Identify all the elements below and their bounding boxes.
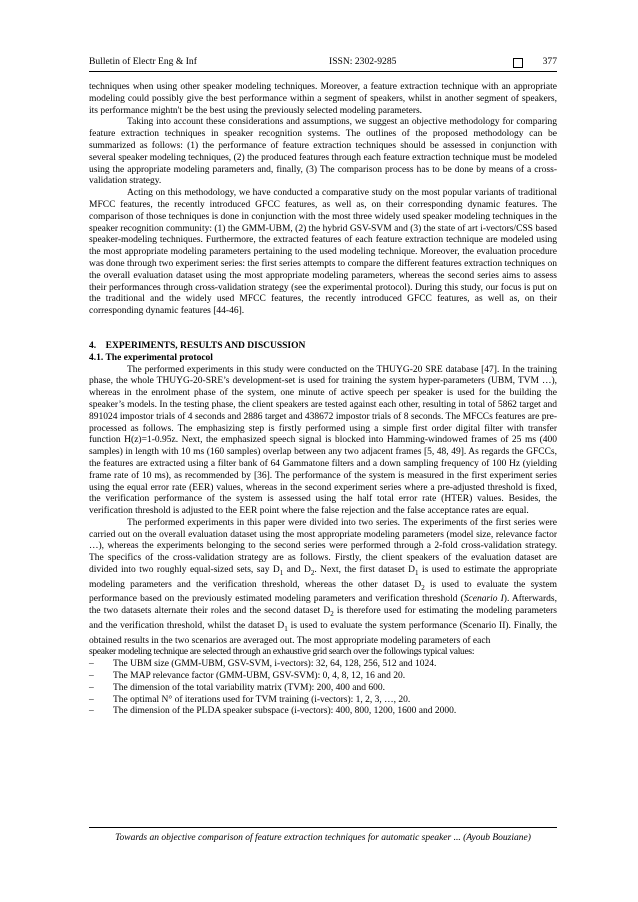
issn: ISSN: 2302-9285	[329, 56, 397, 67]
list-item: – The dimension of the total variability matrix (TVM): 200, 400 and 600.	[89, 682, 386, 693]
dash-icon: –	[89, 682, 94, 693]
list-item: – The optimal N° of iterations used for TVM training (i-vectors): 1, 2, 3, …, 20.	[89, 694, 411, 705]
list-item: – The UBM size (GMM-UBM, GSV-SVM, i-vectors): 32, 64, 128, 256, 512 and 1024.	[89, 659, 437, 670]
page-number: 377	[542, 56, 557, 67]
paragraph: Taking into account these considerations and assumptions, we suggest an objective methodology for comparing feature extraction techniques in speaker recognition systems. The outlines of the proposed methodology can be summarized as follows: (1) the performance of feature extraction techniques should be assessed in conjunction with several speaker modeling techniques, (2) the produced features through each feature extraction technique must be modeled using the appropriate modeling parameters and, finally, (3) The comparison process has to be done by means of a cross-validation strategy.	[89, 117, 557, 187]
main-text	[89, 82, 557, 718]
dash-icon: –	[89, 694, 94, 705]
running-header	[89, 56, 557, 70]
journal-name: Bulletin of Electr Eng & Inf	[89, 56, 197, 67]
dash-icon: –	[89, 671, 94, 682]
subsection-heading: 4.1. The experimental protocol	[89, 352, 213, 363]
dash-icon: –	[89, 659, 94, 670]
paragraph-continuation: speaker modeling technique are selected through an exhaustive grid search over the followings typical values:	[89, 647, 475, 658]
spacer	[89, 318, 557, 341]
square-bullet-icon	[513, 58, 523, 68]
section-heading: 4. EXPERIMENTS, RESULTS AND DISCUSSION	[89, 340, 306, 351]
running-footer: Towards an objective comparison of feature extraction techniques for automatic speaker ... (Ayoub Bouziane)	[115, 833, 531, 843]
paragraph: Acting on this methodology, we have conducted a comparative study on the most popular variants of traditional MFCC features, the recently introduced GFCC features, as well as, on their corresponding dynamic features. The comparison of those techniques is done in conjunction with the most three widely used speaker modeling techniques in the speaker recognition community: (1) the GMM-UBM, (2) the hybrid GSV-SVM and (3) the state of art i-vectors/CSS based speaker-modeling techniques. Furthermore, the extracted features of each feature extraction technique are modeled using the most appropriate modeling parameters pertaining to the used modeling technique. Moreover, the evaluation procedure was done through two experiment series: the first series attempts to compare the different features extraction techniques on the overall evaluation dataset using the most appropriate modeling parameters, whereas the second series aims to assess their performances through cross-validation strategy (see the experimental protocol). During this study, our focus is put on the traditional and the widely used MFCC features, the recently introduced GFCC features, as well as, on their corresponding dynamic features [44-46].	[89, 188, 557, 317]
parameter-list	[89, 659, 557, 718]
header-rule	[89, 71, 557, 72]
list-item: – The MAP relevance factor (GMM-UBM, GSV-SVM): 0, 4, 8, 12, 16 and 20.	[89, 671, 406, 682]
paragraph: techniques when using other speaker modeling techniques. Moreover, a feature extraction technique with an appropriate modeling could possibly give the best performance within a segment of speakers, whilst in another segment of speakers, its performance mightn't be the best using the previously selected modeling parameters.	[89, 82, 557, 116]
footer-rule	[89, 827, 557, 828]
paragraph: The performed experiments in this study were conducted on the THUYG-20 SRE database [47]. In the training phase, the whole THUYG-20-SRE’s development-set is used for training the system hyper-parameters (UBM, TVM …), whereas in the enrolment phase of the system, one minute of active speech per speaker is used for the building the speaker’s models. In the testing phase, the client speakers are tested against each other, resulting in total of 5862 target and 891024 impostor trials of 4 seconds and 2886 target and 438672 impostor trials of 8 seconds. The MFCCs features are pre-processed as follows. The emphasizing step is firstly performed using a simple first order digital filter with transfer function H(z)=1-0.95z. Next, the emphasized speech signal is blocked into Hamming-windowed frames of 25 ms (400 samples) in length with 10 ms (160 samples) overlap between any two adjacent frames [5, 48, 49]. As regards the GFCCs, the features are extracted using a filter bank of 64 Gammatone filters and a down sampling frequency of 100 Hz (yielding frame rate of 10 ms), as recommended by [36]. The performance of the system is measured in the first experiment series using the equal error rate (EER) values, whereas in the second experiment series where a pre-adjusted threshold is fixed, the verification performance of the system is assessed using the half total error rate (HTER) values. Besides, the verification threshold is adjusted to the EER point where the false rejection and the false acceptance rates are equal.	[89, 364, 557, 517]
dash-icon: –	[89, 706, 94, 717]
list-item: – The dimension of the PLDA speaker subspace (i-vectors): 400, 800, 1200, 1600 and 2000.	[89, 706, 457, 717]
paragraph: The performed experiments in this paper were divided into two series. The experiments of the first series were carried out on the overall evaluation dataset using the most appropriate modeling parameters (model size, relevance factor …), whereas the experiments belonging to the second series were performed through a 2-fold cross-validation strategy. The specifics of the cross-validation strategy are as follows. Firstly, the client speakers of the evaluation dataset are divided into two roughly equal-sized sets, say $D_1$ and $D_2$. Next, the first dataset $D_1$ is used to estimate the appropriate modeling parameters and the verification threshold, whereas the other dataset $D_2$ is used to evaluate the system performance based on the previously estimated modeling parameters and verification threshold (Scenario I). Afterwards, the two datasets alternate their roles and the second dataset $D_2$ is therefore used for estimating the modeling parameters and the verification threshold, whilst the dataset $D_1$ is used to evaluate the system performance (Scenario II). Finally, the obtained results in the two scenarios are averaged out. The most appropriate modeling parameters of each	[89, 517, 558, 646]
